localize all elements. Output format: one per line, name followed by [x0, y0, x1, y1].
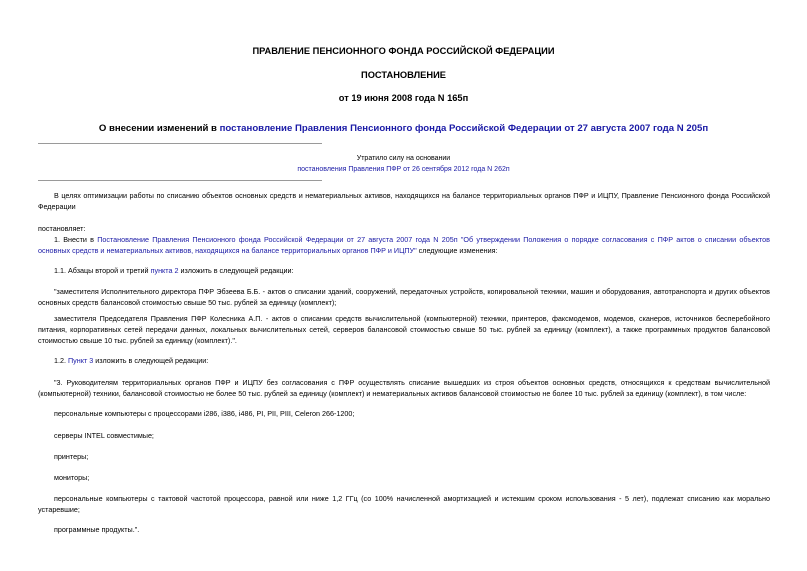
document-title: [0, 123, 807, 134]
status-link[interactable]: постановления Правления ПФР от 26 сентября 2012 года N 262п: [297, 166, 510, 173]
status-line: Утратило силу на основании: [356, 155, 451, 162]
list-item-software: программные продукты.".: [54, 525, 140, 534]
item-1-paragraph: [38, 234, 770, 256]
item-1-1-paragraph: [54, 265, 770, 276]
item-1-2-suffix: изложить в следующей редакции:: [93, 356, 209, 365]
item-1-link-decree[interactable]: Постановление Правления Пенсионного фонда Российской Федерации от 27 августа 2007 года N 205п: [97, 235, 458, 244]
title-prefix: О внесении изменений в: [98, 123, 220, 134]
item-1-link-regulation[interactable]: "Об утверждении Положения о порядке согласования с ПФР актов о списании объектов основных средств и нематериальных активов, находящихся на балансе территориальных органов ПФР и ИЦПУ": [38, 235, 770, 255]
item-1-suffix: следующие изменения:: [416, 246, 498, 255]
document-date: от 19 июня 2008 года N 165п: [338, 93, 469, 103]
list-item-computers: персональные компьютеры с процессорами i286, i386, i486, PI, PII, PIII, Celeron 266-1200;: [54, 409, 355, 418]
list-item-monitors: мониторы;: [54, 473, 90, 482]
quote-paragraph-2: заместителя Председателя Правления ПФР Колесника А.П. - актов о списании средств вычислительной (компьютерной) техники, принтеров, факсмодемов, модемов, сканеров, источников бесперебойного питания, корпоративных сетей передачи данных, локальных вычислительных сетей, серверов балансовой стоимостью свыше 50 тыс. рублей за единицу (комплект), а также программных продуктов балансовой стоимостью свыше 10 тыс. рублей за единицу (комплект).".: [38, 314, 770, 345]
item-1-prefix: 1. Внести в: [54, 235, 98, 244]
intro-paragraph: В целях оптимизации работы по списанию объектов основных средств и нематериальных активов, находящихся на балансе территориальных органов ПФР и ИЦПУ, Правление Пенсионного фонда Российской Федерации: [38, 191, 770, 211]
status-notice: [0, 153, 807, 175]
item-1-2-link[interactable]: Пункт 3: [68, 356, 94, 365]
item-1-2-paragraph: [54, 355, 770, 366]
item-1-1-suffix: изложить в следующей редакции:: [178, 266, 294, 275]
top-divider: [38, 143, 322, 144]
list-item-servers: серверы INTEL совместимые;: [54, 431, 154, 440]
resolves-line: постановляет:: [38, 224, 86, 233]
item-1-1-link[interactable]: пункта 2: [150, 266, 179, 275]
item-1-1-prefix: 1.1. Абзацы второй и третий: [54, 266, 151, 275]
document-type-heading: ПОСТАНОВЛЕНИЕ: [361, 70, 446, 80]
list-item-printers: принтеры;: [54, 452, 89, 461]
quote-paragraph-3: "3. Руководителям территориальных органов ПФР и ИЦПУ без согласования с ПФР осуществлять списание вышедших из строя объектов основных средств, относящихся к средствам вычислительной (компьютерной) техники, балансовой стоимостью не более 50 тыс. рублей за единицу (комплект) и нематериальных активов балансовой стоимостью не более 10 тыс. рублей за единицу (комплект), в том числе:: [38, 378, 770, 398]
bottom-divider: [38, 180, 322, 181]
title-link[interactable]: постановление Правления Пенсионного фонда Российской Федерации от 27 августа 2007 года N 205п: [219, 123, 709, 134]
quote-paragraph-1: "заместителя Исполнительного директора ПФР Эбзеева Б.Б. - актов о списании зданий, сооружений, передаточных устройств, копировальной техники, машин и оборудования, автотранспорта и других объектов основных средств балансовой стоимостью свыше 50 тыс. рублей за единицу (комплект);: [38, 287, 770, 307]
item-1-2-prefix: 1.2.: [54, 356, 68, 365]
list-item-obsolete-computers: персональные компьютеры с тактовой частотой процессора, равной или ниже 1,2 ГГц (со 100% начисленной амортизацией и истекшим сроком использования - 5 лет), подлежат списанию как морально устаревшие;: [38, 494, 770, 514]
organization-heading: ПРАВЛЕНИЕ ПЕНСИОННОГО ФОНДА РОССИЙСКОЙ ФЕДЕРАЦИИ: [252, 46, 555, 56]
